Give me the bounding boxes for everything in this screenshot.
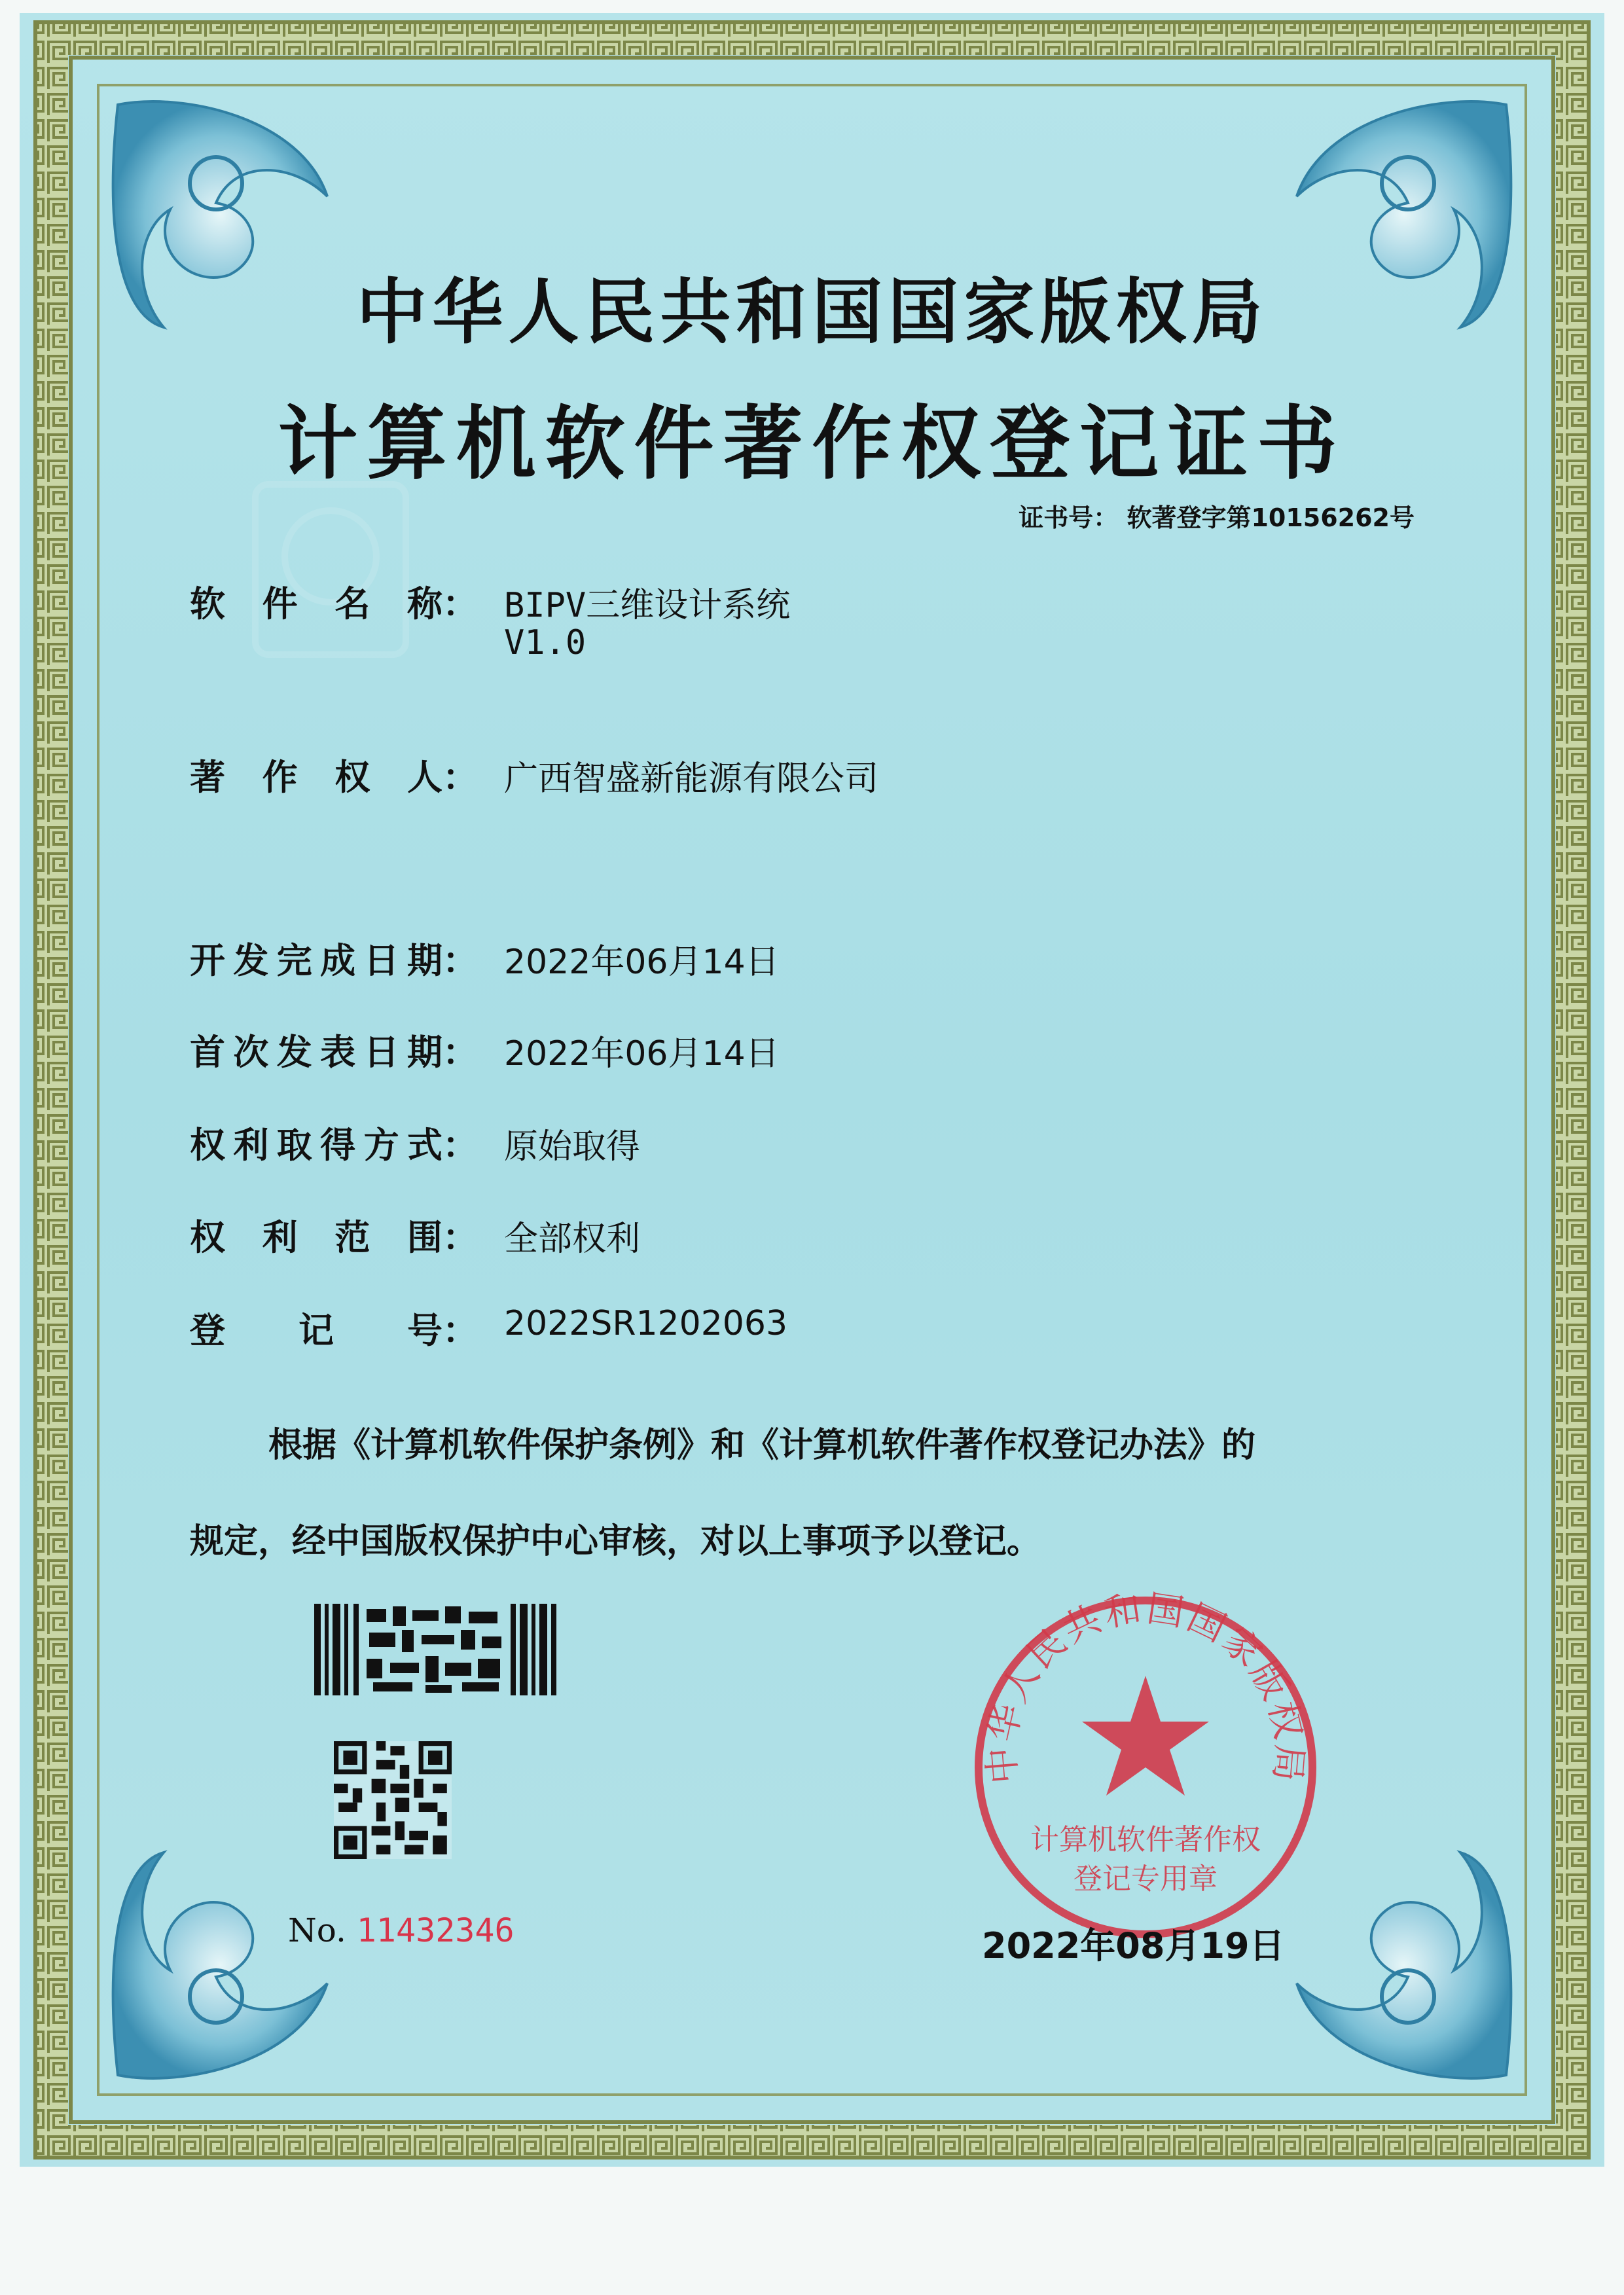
qr-code-icon: [334, 1741, 452, 1859]
seal-star-icon: [1082, 1676, 1209, 1796]
issue-date: 2022年08月19日: [982, 1925, 1285, 1966]
certificate-title: 计算机软件著作权登记证书: [278, 396, 1346, 490]
field-value-rights-scope: 全部权利: [504, 1220, 641, 1259]
field-value-registration-number: 2022SR1202063: [504, 1304, 788, 1343]
serial-number-digits: 11432346: [356, 1911, 514, 1949]
agency-title: 中华人民共和国国家版权局: [356, 272, 1268, 353]
field-label-copyright-owner: 著 作 权 人：: [190, 757, 478, 798]
field-label-software-name: 软 件 名 称：: [190, 583, 478, 624]
barcode-icon: [314, 1604, 563, 1695]
field-value-publication-date: 2022年06月14日: [504, 1034, 780, 1074]
certificate-page: [20, 13, 1604, 2167]
corner-ornament-bottom-right: [1297, 1852, 1511, 2078]
statement-line-1: 根据《计算机软件保护条例》和《计算机软件著作权登记办法》的: [268, 1426, 1256, 1465]
field-label-completion-date: 开 发 完 成 日 期：: [190, 940, 478, 981]
official-seal: [962, 1584, 1329, 1951]
svg-text:中华人民共和国国家版权局: 中华人民共和国国家版权局: [980, 1587, 1311, 1786]
watermark-emblem: [255, 484, 406, 655]
field-value-completion-date: 2022年06月14日: [504, 943, 780, 982]
field-value-copyright-owner: 广西智盛新能源有限公司: [504, 759, 879, 799]
field-label-acquisition-method: 权 利 取 得 方 式：: [190, 1125, 478, 1166]
statement-line-2: 规定，经中国版权保护中心审核，对以上事项予以登记。: [190, 1522, 1041, 1561]
field-value-software-name: BIPV三维设计系统: [504, 586, 791, 625]
svg-text:登记专用章: 登记专用章: [1074, 1862, 1218, 1896]
field-label-rights-scope: 权 利 范 围：: [190, 1217, 478, 1258]
field-value-software-version: V1.0: [504, 623, 586, 662]
field-label-registration-number: 登 记 号：: [190, 1310, 478, 1351]
corner-ornament-bottom-left: [113, 1852, 327, 2078]
field-label-publication-date: 首 次 发 表 日 期：: [190, 1032, 478, 1073]
field-value-acquisition-method: 原始取得: [504, 1127, 641, 1166]
serial-number: No. 11432346: [288, 1911, 514, 1949]
certificate-number: 证书号： 软著登字第10156262号: [1019, 503, 1415, 532]
svg-text:计算机软件著作权: 计算机软件著作权: [1030, 1823, 1261, 1856]
